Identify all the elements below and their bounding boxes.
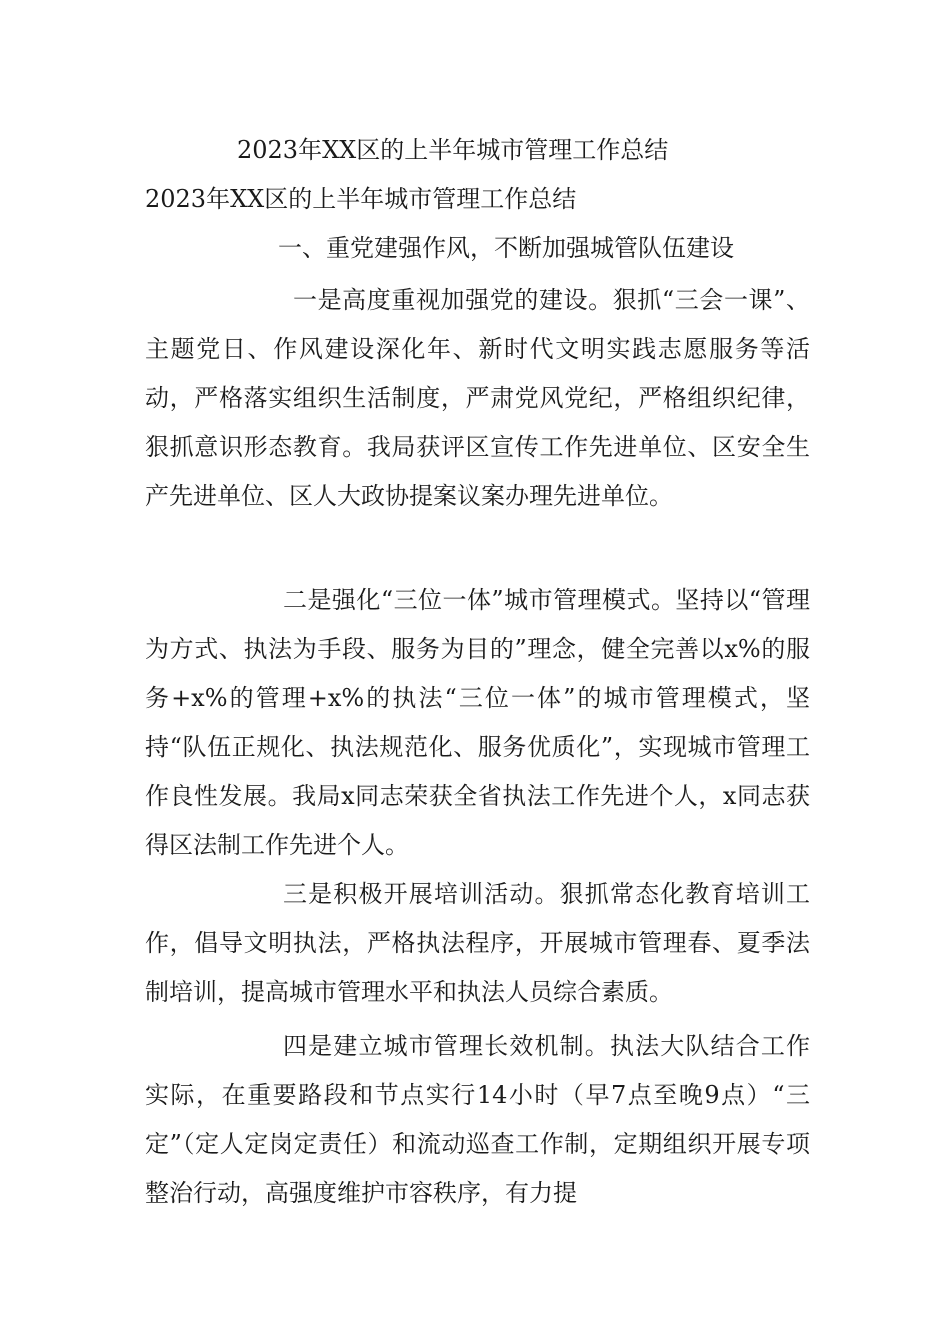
section-heading: 一、重党建强作风，不断加强城管队伍建设 (278, 234, 734, 262)
paragraph-management-model: 二是强化“三位一体”城市管理模式。坚持以“管理为方式、执法为手段、服务为目的”理念，健全完善以x%的服务+x%的管理+x%的执法“三位一体”的城市管理模式，坚持“队伍正规化、执法规范化、服务优质化”，实现城市管理工作良性发展。我局x同志荣获全省执法工作先进个人，x同志获得区法制工作先进个人。 (145, 586, 810, 859)
paragraph-training: 三是积极开展培训活动。狠抓常态化教育培训工作，倡导文明执法，严格执法程序，开展城市管理春、夏季法制培训，提高城市管理水平和执法人员综合素质。 (145, 880, 810, 1006)
paragraph-long-term-mechanism: 四是建立城市管理长效机制。执法大队结合工作实际，在重要路段和节点实行14小时（早7点至晚9点）“三定”（定人定岗定责任）和流动巡查工作制，定期组织开展专项整治行动，高强度维护市容秩序，有力提 (145, 1032, 810, 1207)
document-subtitle: 2023年XX区的上半年城市管理工作总结 (145, 185, 577, 213)
document-title: 2023年XX区的上半年城市管理工作总结 (237, 136, 669, 164)
paragraph-party-building: 一是高度重视加强党的建设。狠抓“三会一课”、主题党日、作风建设深化年、新时代文明实践志愿服务等活动，严格落实组织生活制度，严肃党风党纪，严格组织纪律，狠抓意识形态教育。我局获评区宣传工作先进单位、区安全生产先进单位、区人大政协提案议案办理先进单位。 (145, 286, 810, 510)
